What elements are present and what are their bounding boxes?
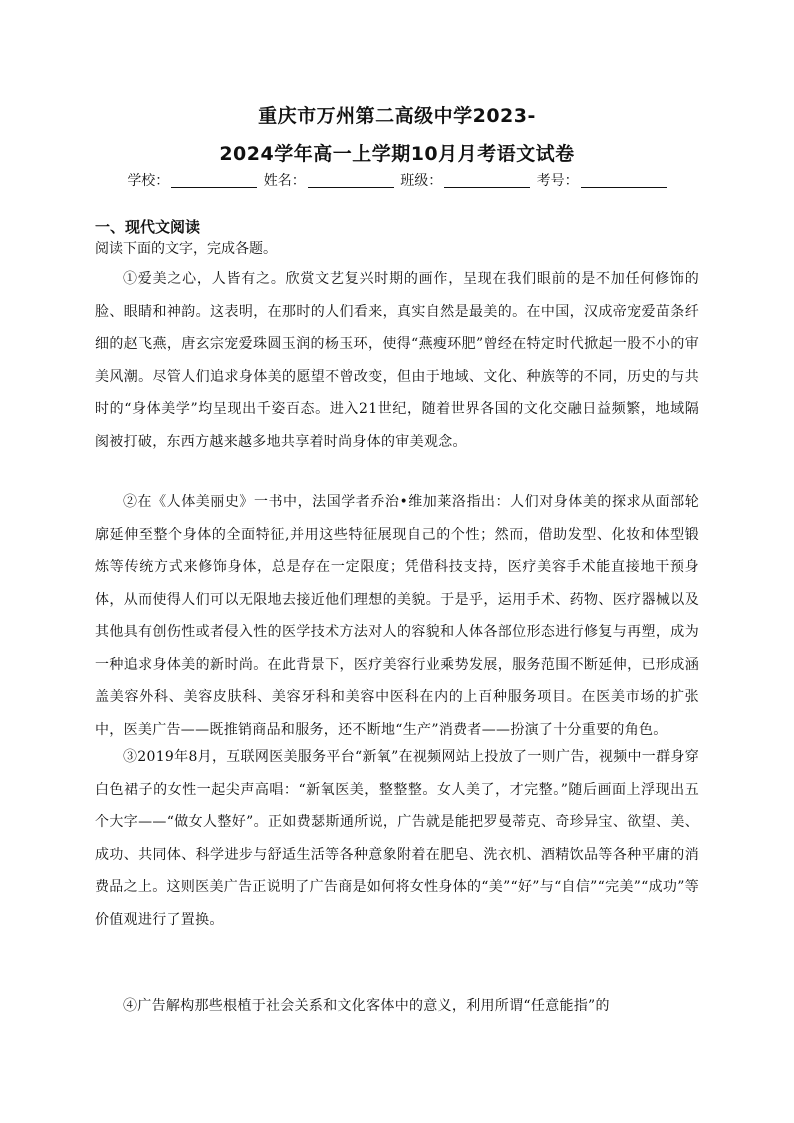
exam-title-line-2: 2024学年高一上学期10月月考语文试卷 <box>219 143 575 165</box>
reading-paragraph-3: ③2019年8月，互联网医美服务平台“新氧”在视频网站上投放了一则广告，视频中一群身穿白色裙子的女性一起尖声高唱：“新氧医美，整整整。女人美了，才完整。”随后画面上浮现出五个大字——“做女人整好”。正如费瑟斯通所说，广告就是能把罗曼蒂克、奇珍异宝、欲望、美、成功、共同体、科学进步与舒适生活等各种意象附着在肥皂、洗衣机、酒精饮品等各种平庸的消费品之上。这则医美广告正说明了广告商是如何将女性身体的“美”“好”与“自信”“完美”“成功”等价值观进行了置换。 <box>95 749 699 928</box>
school-field <box>127 170 257 190</box>
name-blank <box>308 173 394 188</box>
class-label: 班级： <box>400 173 443 189</box>
name-field <box>264 170 394 190</box>
exam-number-blank <box>581 173 667 188</box>
section-instruction: 阅读下面的文字，完成各题。 <box>95 241 277 257</box>
exam-title-line-1: 重庆市万州第二高级中学2023- <box>258 105 536 127</box>
section-heading: 一、现代文阅读 <box>95 218 201 236</box>
school-label: 学校： <box>127 173 170 189</box>
name-label: 姓名： <box>263 173 306 189</box>
exam-number-label: 考号： <box>536 173 579 189</box>
class-field <box>400 170 530 190</box>
exam-number-field <box>537 170 667 190</box>
reading-paragraph-2: ②在《人体美丽史》一书中，法国学者乔治•维加莱洛指出：人们对身体美的探求从面部轮廓延伸至整个身体的全面特征,并用这些特征展现自己的个性；然而，借助发型、化妆和体型锻炼等传统方式来修饰身体，总是存在一定限度；凭借科技支持，医疗美容手术能直接地干预身体，从而使得人们可以无限地去接近他们理想的美貌。于是乎，运用手术、药物、医疗器械以及其他具有创伤性或者侵入性的医学技术方法对人的容貌和人体各部位形态进行修复与再塑，成为一种追求身体美的新时尚。在此背景下，医疗美容行业乘势发展，服务范围不断延伸，已形成涵盖美容外科、美容皮肤科、美容牙科和美容中医科在内的上百种服务项目。在医美市场的扩张中，医美广告——既推销商品和服务，还不断地“生产”消费者——扮演了十分重要的角色。 <box>95 494 699 738</box>
class-blank <box>444 173 530 188</box>
student-info-row <box>0 170 794 190</box>
reading-paragraph-1: ①爱美之心，人皆有之。欣赏文艺复兴时期的画作，呈现在我们眼前的是不加任何修饰的脸、眼睛和神韵。这表明，在那时的人们看来，真实自然是最美的。在中国，汉成帝宠爱苗条纤细的赵飞燕，唐玄宗宠爱珠圆玉润的杨玉环，使得“燕瘦环肥”曾经在特定时代掀起一股不小的审美风潮。尽管人们追求身体美的愿望不曾改变，但由于地域、文化、种族等的不同，历史的与共时的“身体美学”均呈现出千姿百态。进入21世纪，随着世界各国的文化交融日益频繁，地域隔阂被打破，东西方越来越多地共享着时尚身体的审美观念。 <box>95 271 699 450</box>
reading-paragraph-4: ④广告解构那些根植于社会关系和文化客体中的意义，利用所谓“任意能指”的 <box>123 998 610 1014</box>
school-blank <box>171 173 257 188</box>
